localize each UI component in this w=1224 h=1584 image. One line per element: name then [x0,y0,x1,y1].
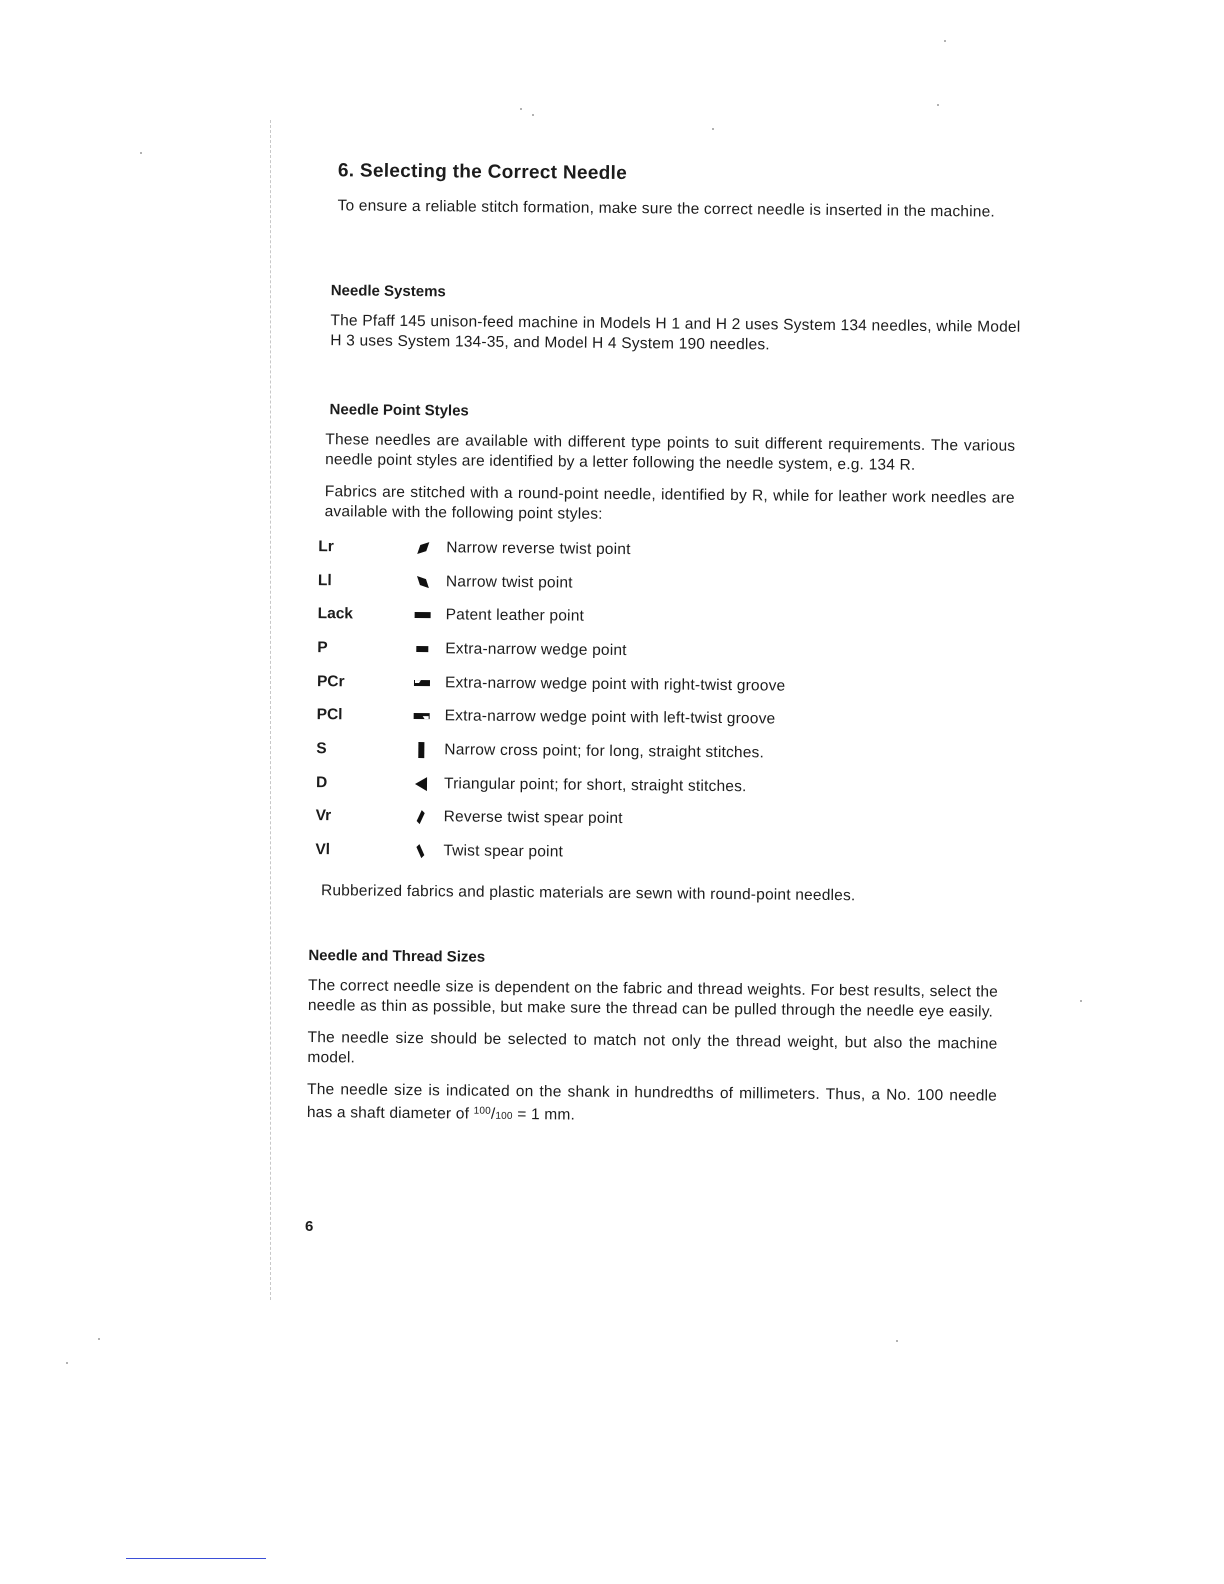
style-code: D [315,773,328,791]
intro-paragraph: To ensure a reliable stitch formation, make sure the correct needle is inserted in the machine. [337,197,996,221]
twist-spear-point-icon [397,843,443,859]
style-description: Extra-narrow wedge point with left-twist groove [444,707,776,728]
style-description: Narrow reverse twist point [446,539,631,558]
point-styles-list [315,530,1028,874]
scan-speck [712,128,714,130]
scan-speck [532,114,534,116]
sizes-text: = 1 mm. [512,1105,576,1124]
sizes-paragraph: The needle size is indicated on the shank in hundredths of millimeters. Thus, a No. 100 needle has a shaft diameter of $^{100}$/100 = 1 mm. [306,1080,998,1124]
style-code: S [316,740,327,758]
style-code: PCl [316,706,343,724]
needle-thread-sizes-section [303,947,1025,1132]
fraction-numerator: 100 [473,1105,492,1117]
sizes-paragraph: The correct needle size is dependent on the fabric and thread weights. For best results, select the needle as thin as possible, but make sure the thread can be pulled through the needle eye easily. [307,976,999,1021]
style-description: Extra-narrow wedge point with right-twist groove [444,673,786,695]
style-code: Vr [315,807,332,825]
extra-narrow-wedge-point-icon [399,644,445,654]
binding-edge [270,120,271,1300]
style-description: Reverse twist spear point [443,808,623,828]
scan-speck [896,1340,898,1342]
style-code: Lr [318,537,334,556]
scan-speck [1080,1000,1082,1002]
rubberized-note: Rubberized fabrics and plastic materials are sewn with round-point needles. [320,881,856,905]
style-code: Vl [315,841,331,859]
needle-systems-text: The Pfaff 145 unison-feed machine in Models H 1 and H 2 uses System 134 needles, while Model H 3 uses System 134-35, and Model H 4 System 190 needles. [330,312,1021,354]
scan-speck [140,152,142,154]
style-description: Narrow twist point [445,572,573,592]
style-code: P [317,638,328,657]
style-description: Patent leather point [445,606,585,625]
needle-point-styles-section [305,401,1030,908]
page-content [303,160,1032,1132]
sizes-paragraph: The needle size should be selected to match not only the thread weight, but also the machine model. [307,1028,998,1067]
patent-leather-point-icon [400,610,446,620]
list-item [315,833,1025,874]
style-description: Twist spear point [443,842,564,861]
section-heading: Needle Systems [330,282,446,301]
style-description: Narrow cross point; for long, straight stitches. [444,741,765,762]
page-title: 6. Selecting the Correct Needle [337,160,628,185]
sizes-text: The needle size is indicated on the shank in hundredths of millimeters. Thus, a No. 100 needle has a shaft diameter of [306,1080,998,1123]
style-description: Triangular point; for short, straight stitches. [443,774,747,795]
scan-speck [520,108,522,110]
point-styles-paragraph: These needles are available with different type points to suit different requirements. The various needle point styles are identified by a letter following the needle system, e.g. 134 R. [325,431,1016,474]
narrow-twist-point-icon [400,573,446,589]
style-code: Lack [317,605,354,623]
needle-systems-section [310,282,1031,358]
reverse-twist-spear-point-icon [398,809,444,825]
style-code: Ll [317,571,332,589]
section-heading: Needle Point Styles [329,401,469,420]
section-heading: Needle and Thread Sizes [308,946,486,966]
scan-speck [937,104,939,106]
page-number: 6 [305,1218,314,1235]
style-code: PCr [316,672,345,690]
scan-speck [66,1362,68,1364]
wedge-right-twist-groove-icon [399,677,445,687]
wedge-left-twist-groove-icon [399,711,445,721]
narrow-cross-point-icon [398,741,444,759]
triangular-point-icon [398,776,444,792]
narrow-reverse-twist-point-icon [400,540,446,556]
scan-mark [126,1558,266,1559]
point-styles-paragraph: Fabrics are stitched with a round-point needle, identified by R, while for leather work needles are available with the following point styles: [324,483,1015,523]
fraction-denominator: 100 [495,1110,513,1122]
scan-speck [944,40,946,42]
scan-speck [98,1338,100,1340]
style-description: Extra-narrow wedge point [445,640,627,659]
